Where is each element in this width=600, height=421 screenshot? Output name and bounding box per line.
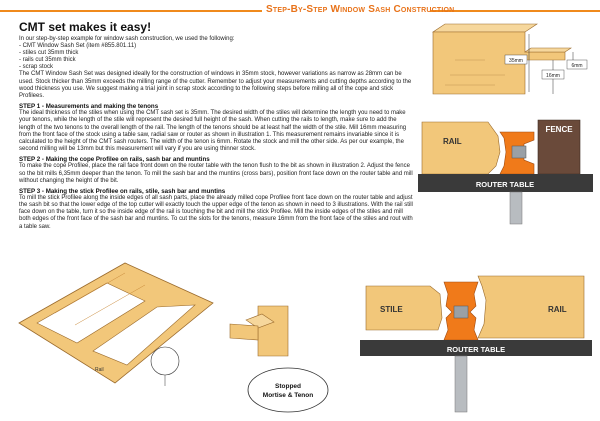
callout-rail [230, 324, 258, 340]
stick-cutter-bearing [454, 306, 468, 318]
step-1-title: STEP 1 - Measurements and making the tenons [19, 102, 159, 110]
callout-line-2: Mortise & Tenon [262, 392, 314, 399]
mortise-tenon-callout [228, 300, 348, 418]
instructions-column [19, 20, 413, 231]
tenon-top-face [525, 48, 571, 52]
sash-frame-drawing [15, 243, 215, 418]
rail-label-3: RAIL [548, 305, 567, 314]
illustration-3-stick [360, 268, 592, 416]
intro-text: In our step-by-step example for window sash construction, we used the following: [19, 36, 235, 42]
dim-16-label: 16mm [546, 73, 560, 79]
step-2-title: STEP 2 - Making the cope Profilee on rails, sash bar and muntins [19, 155, 210, 163]
rail-label: RAIL [443, 137, 462, 146]
step-2-body: To make the cope Profilee, place the rail face front down on the router table with the tenon flush to the bit as shown in illustration 2. Adjust the fence so the bit mills 6,35mm deeper than the tenon. To mill the sash bar and the muntins (cross bars), position front face down on the router table and mill without changing the height of the bit. [19, 163, 413, 184]
callout-line-1: Stopped [275, 383, 301, 390]
material-item: - stiles cut 35mm thick [19, 50, 79, 57]
callout-stile [258, 306, 288, 356]
illustration-2-cope [418, 112, 593, 227]
rail-piece [422, 122, 500, 174]
callout-circle [151, 347, 179, 375]
sash-rail-label: Rail [95, 367, 104, 373]
intro-paragraph: The CMT Window Sash Set was designed ideally for the construction of windows in 35mm stock, however variations as narrow as 28mm can be used. Stock thicker than 35mm exceeds the milling range of the cutter. Remember to adjust your measurements and cutting depths according to the wood thickness you use. We suggest making a trial joint in scrap stock according to the following steps before milling all of the cope and stick Profilees. [19, 71, 412, 99]
fence-label: FENCE [545, 125, 573, 134]
cutter-bearing [512, 146, 526, 158]
material-item: - CMT Window Sash Set (item #855.801.11) [19, 43, 137, 50]
rail-piece-3 [478, 276, 584, 338]
stile-front-face [433, 32, 565, 94]
router-table-label: ROUTER TABLE [475, 180, 535, 189]
router-table-label-3: ROUTER TABLE [446, 345, 506, 354]
illustration-1-tenon [425, 20, 590, 105]
stile-label: STILE [380, 305, 403, 314]
router-shaft-3 [455, 356, 467, 412]
stile-piece [366, 286, 442, 330]
dim-35-label: 35mm [509, 58, 523, 64]
step-3-body: To mill the stick Profilee along the inside edges of all sash parts, place the already milled cope Profilee front face down on the router table and adjust the sash bit so that the lower edge of the top cutter will exactly touch the upper edge of the tenon as shown in need to 3 illustrations. With the rail still face down on the table, turn it so the inside edge of the rail is touching the bit and mill the stick Profilee. Mill the inside edges of the stiles and mill both edges of the front face of the sash bar and muntins. To cut the slots for the tenons, measure 16mm from the front face of the stiles and rout with a table saw. [19, 195, 413, 230]
main-title: CMT set makes it easy! [19, 20, 152, 34]
material-item: - rails cut 35mm thick [19, 57, 76, 64]
step-3-title: STEP 3 - Making the stick Profilee on rails, stile, sash bar and muntins [19, 187, 226, 195]
stile-top-face [433, 24, 537, 32]
callout-label-bubble [248, 368, 328, 412]
router-shaft [510, 192, 522, 224]
page-title: Step-By-Step Window Sash Construction [266, 4, 455, 15]
dim-6-label: 6mm [571, 63, 583, 69]
material-item: - scrap stock [19, 64, 54, 71]
step-1-body: The ideal thickness of the stiles when using the CMT sash set is 35mm. The desired width of the stiles will determine the length you need to make your tenons, while the length of the stile will represent the desired full height of the sash. When cutting the rails to length, make sure to add the length of the two tenons to the overall length of the rail. The length of the tenons should be at least half the width of the stile. Mill 16mm measuring from the front face of the stock using a table saw, radial saw or router as shown in illustration 1. This measurement remains invariable since it is calculated to the height of the CMT sash routers. The width of the tenon is 6mm. Rotate the stock and mill the other side. As per our example, the second milling will be 13mm but this measurement will vary if you are using thinner stock. [19, 110, 407, 152]
